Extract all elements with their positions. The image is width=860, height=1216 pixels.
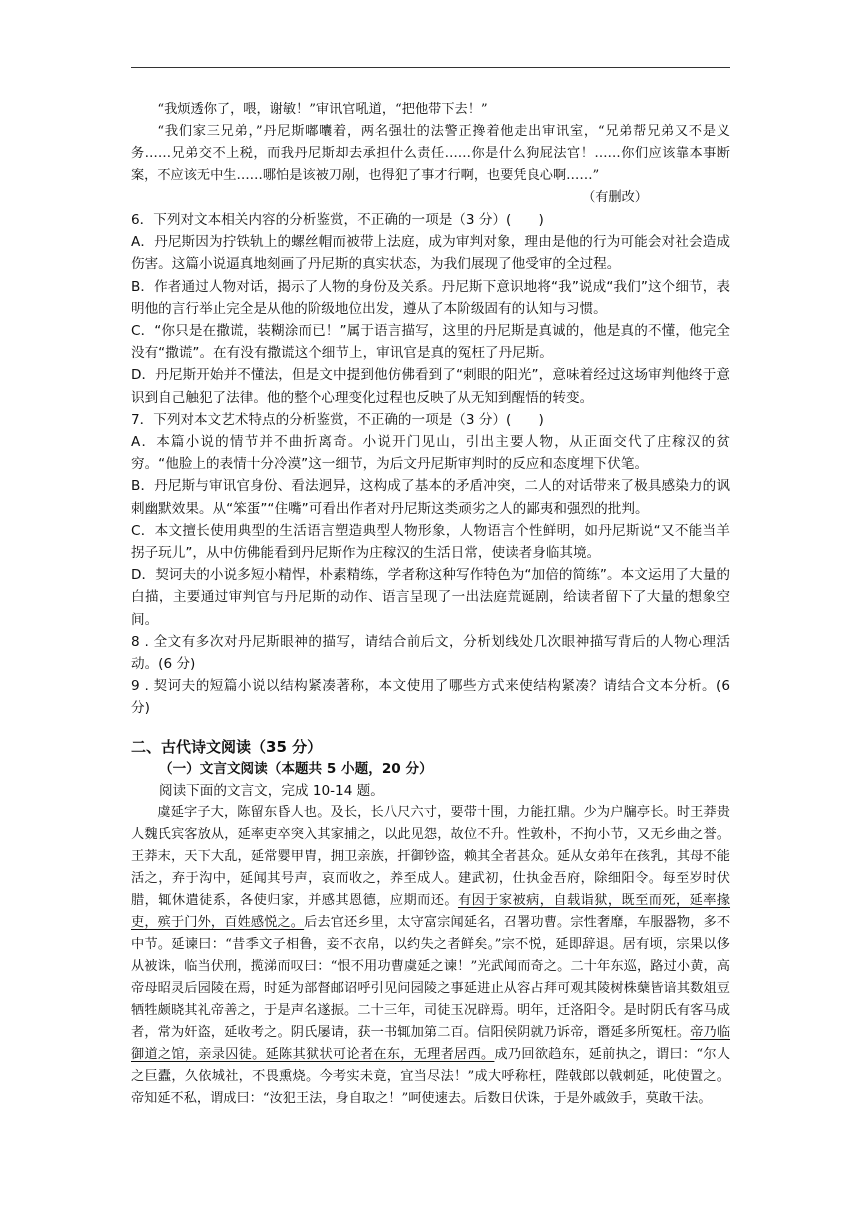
question-7-stem: 7．下列对本文艺术特点的分析鉴赏，不正确的一项是（3 分）( ) [131,411,544,428]
underlined-sentence-1: 有因于家被病，自载诣狱，既至而死，延率掾吏，殡于门外，百姓感悦之。 [131,892,731,930]
section-gap [131,720,730,736]
page-content [131,99,730,1110]
question-9: 9 . 契诃夫的短篇小说以结构紧凑著称，本文使用了哪些方式来使结构紧凑？请结合文本分析。(6 分) [131,678,730,717]
section-2-title: 二、古代诗文阅读（35 分） [131,737,323,756]
section-2-subtitle: （一）文言文阅读（本题共 5 小题，20 分） [159,760,433,777]
header-rule [131,67,730,68]
question-6-option-b: B．作者通过人物对话，揭示了人物的身份及关系。丹尼斯下意识地将“我”说成“我们”这个细节，表明他的言行举止完全是从他的阶级地位出发，遵从了本阶级固有的认知与习惯。 [131,278,730,317]
classical-text-part-1: 虞延字子大，陈留东昏人也。及长，长八尺六寸，要带十围，力能扛鼎。少为户牖亭长。时王莽贵人魏氏宾客放从，延率吏卒突入其家捕之，以此见怨，故位不升。性敦朴，不拘小节，又无乡曲之誉。王莽末，天下大乱，延常婴甲胄，拥卫亲族，扞御钞盗，赖其全者甚众。延从女弟年在孩乳，其母不能活之，弃于沟中，延闻其号声，哀而收之，养至成人。建武初，仕执金吾府，除细阳令。每至岁时伏腊，辄休遣徒系，各使归家，并感其恩德，应期而还。 [131,804,730,908]
classical-text-part-3: 成乃回欲趋东，延前执之，谓曰：“尔人之巨蠹，久依城社，不畏熏烧。今考实未竟，宜当尽法！”成大呼称枉，陛戟郎以戟刺延，叱使置之。帝知延不私，谓成曰：“汝犯王法，身自取之！”呵使速去。后数日伏诛，于是外戚敛手，莫敢干法。 [131,1046,731,1106]
question-7-option-a: A．本篇小说的情节并不曲折离奇。小说开门见山，引出主要人物，从正面交代了庄稼汉的贫穷。“他脸上的表情十分冷漠”这一细节，为后文丹尼斯审判时的反应和态度埋下伏笔。 [131,434,730,473]
question-8: 8 . 全文有多次对丹尼斯眼神的描写，请结合前后文，分析划线处几次眼神描写背后的人物心理活动。(6 分) [131,633,730,673]
story-paragraph-2: “我们家三兄弟，”丹尼斯嘟囔着，两名强壮的法警正搀着他走出审讯室，“兄弟帮兄弟又不是义务……兄弟交不上税，而我丹尼斯却去承担什么责任……你是什么狗屁法官！……你们应该靠本事断案，不应该无中生……哪怕是该被刀剐，也得犯了事才行啊，也要凭良心啊……” [131,124,730,183]
question-7-option-d: D．契诃夫的小说多短小精悍，朴素精练，学者称这种写作特色为“加倍的简练”。本文运用了大量的白描，主要通过审判官与丹尼斯的动作、语言呈现了一出法庭荒诞剧，给读者留下了大量的想象空间。 [131,567,730,628]
question-7-option-c: C．本文擅长使用典型的生活语言塑造典型人物形象，人物语言个性鲜明，如丹尼斯说“又不能当羊拐子玩儿”，从中仿佛能看到丹尼斯作为庄稼汉的生活日常，使读者身临其境。 [131,522,730,562]
section-2-instruction: 阅读下面的文言文，完成 10-14 题。 [159,782,384,799]
story-paragraph-1: “我烦透你了，喂，谢敏！”审讯官吼道，“把他带下去！” [157,102,488,117]
classical-text [131,802,730,1110]
question-6-option-d: D．丹尼斯开始并不懂法，但是文中提到他仿佛看到了“刺眼的阳光”，意味着经过这场审判他终于意识到自己触犯了法律。他的整个心理变化过程也反映了从无知到醒悟的转变。 [131,367,730,406]
underlined-sentence-2: 帝乃临御道之馆，亲录囚徒。延陈其狱状可论者在东，无理者居西。 [131,1024,731,1062]
question-6-option-a: A．丹尼斯因为拧铁轨上的螺丝帽而被带上法庭，成为审判对象，理由是他的行为可能会对社会造成伤害。这篇小说逼真地刻画了丹尼斯的真实状态，为我们展现了他受审的全过程。 [131,234,730,273]
question-6-stem: 6．下列对文本相关内容的分析鉴赏，不正确的一项是（3 分）( ) [131,212,544,228]
classical-text-part-2: 后去官还乡里，太守富宗闻延名，召署功曹。宗性奢靡，车服器物，多不中节。延谏曰：“昔季文子相鲁，妾不衣帛，以约失之者鲜矣。”宗不悦，延即辞退。居有顷，宗果以侈从被诛，临当伏刑，揽涕而叹曰：“恨不用功曹虞延之谏！”光武闻而奇之。二十年东巡，路过小黄，高帝母昭灵后园陵在焉，时延为部督邮诏呼引见问园陵之事延进止从容占拜可观其陵树株蘖皆谙其数俎豆牺牲颇晓其礼帝善之，于是声名遂振。二十三年，司徒玉况辟焉。明年，迁洛阳令。是时阴氏有客马成者，常为奸盗，延收考之。阴氏屡请，获一书辄加第二百。信阳侯阴就乃诉帝，谮延多所冤枉。 [131,914,731,1040]
question-7-option-b: B．丹尼斯与审讯官身份、看法迥异，这构成了基本的矛盾冲突，二人的对话带来了极具感染力的讽刺幽默效果。从“笨蛋”“住嘴”可看出作者对丹尼斯这类顽劣之人的鄙夷和强烈的批判。 [131,478,730,517]
question-6-option-c: C．“你只是在撒谎，装糊涂而已！”属于语言描写，这里的丹尼斯是真诚的，他是真的不懂，他完全没有“撒谎”。在有没有撒谎这个细节上，审讯官是真的冤枉了丹尼斯。 [131,323,730,362]
source-note: （有删改） [582,190,648,205]
